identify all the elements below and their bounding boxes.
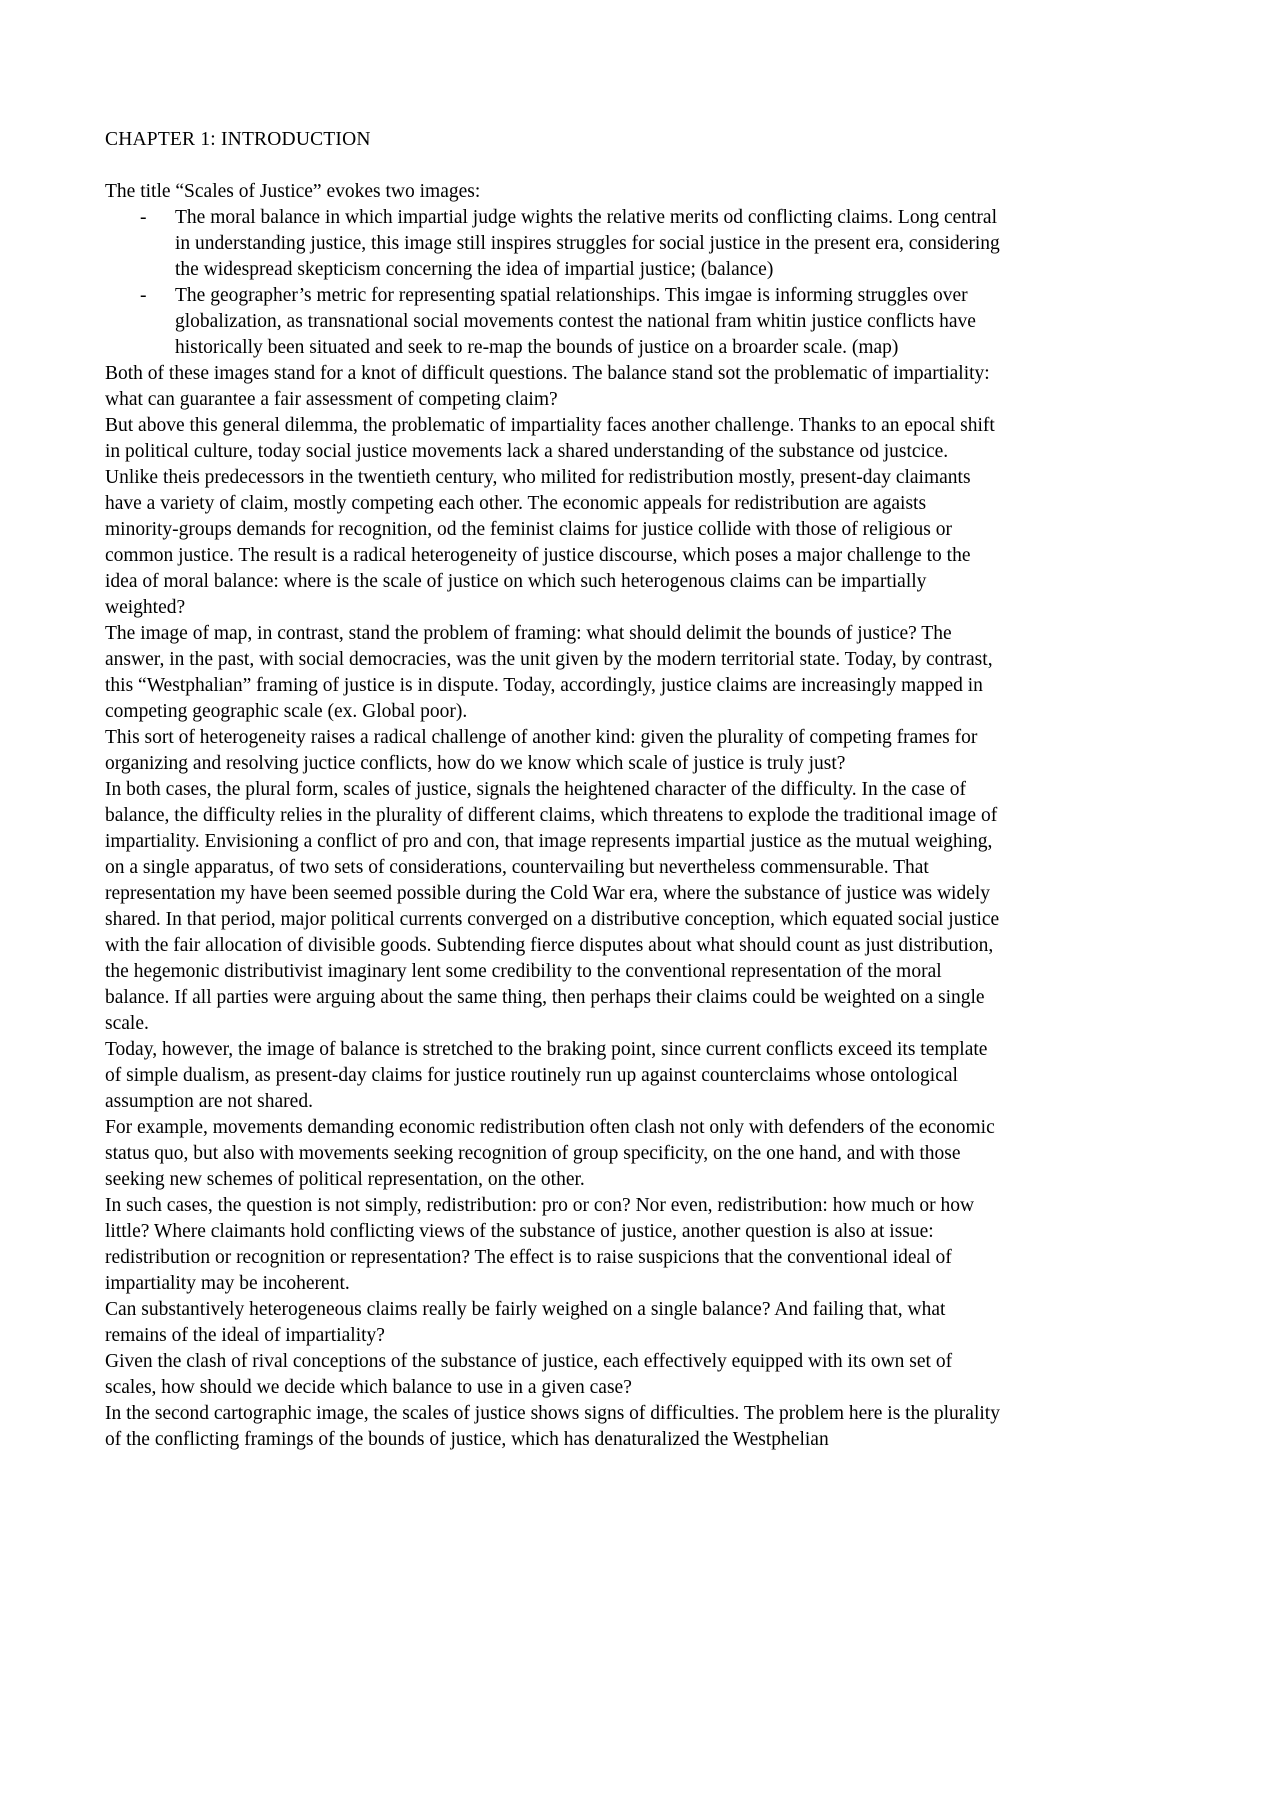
paragraph-general-dilemma: But above this general dilemma, the problematic of impartiality faces another challenge. Thanks to an epocal shift in political culture, today social justice movements lack a shared understanding of the substance od justcice. Unlike theis predecessors in the twentieth century, who milited for redistribution mostly, present-day claimants have a variety of claim, mostly competing each other. The economic appeals for redistribution are agaists minority-groups demands for recognition, od the feminist claims for justice collide with those of religious or common justice. The result is a radical heterogeneity of justice discourse, which poses a major challenge to the idea of moral balance: where is the scale of justice on which such heterogenous claims can be impartially weighted? [105, 415, 995, 618]
intro-line: The title “Scales of Justice” evokes two images: [105, 181, 481, 202]
paragraph-braking-point: Today, however, the image of balance is stretched to the braking point, since current conflicts exceed its template of simple dualism, as present-day claims for justice routinely run up against counterclaims whose ontological assumption are not shared. [105, 1039, 988, 1112]
bullet-dash-icon: - [140, 285, 147, 306]
paragraph-can-substantively: Can substantively heterogeneous claims really be fairly weighed on a single balance? And failing that, what remains of the ideal of impartiality? [105, 1299, 946, 1346]
paragraph-in-such-cases: In such cases, the question is not simply, redistribution: pro or con? Nor even, redistribution: how much or how little? Where claimants hold conflicting views of the substance of justice, another question is also at issue: redistribution or recognition or representation? The effect is to raise suspicions that the conventional ideal of impartiality may be incoherent. [105, 1195, 975, 1294]
chapter-title: CHAPTER 1: INTRODUCTION [105, 129, 371, 150]
paragraph-second-cartographic: In the second cartographic image, the scales of justice shows signs of difficulties. The problem here is the plurality of the conflicting framings of the bounds of justice, which has denaturalized the Westphelian [105, 1403, 1000, 1450]
paragraph-heterogeneity-challenge: This sort of heterogeneity raises a radical challenge of another kind: given the plurality of competing frames for organizing and resolving juctice conflicts, how do we know which scale of justice is truly just? [105, 727, 978, 774]
bullet-dash-icon: - [140, 207, 147, 228]
bullet-text: The moral balance in which impartial judge wights the relative merits od conflicting claims. Long central in understanding justice, this image still inspires struggles for social justice in the present era, considering the widespread skepticism concerning the idea of impartial justice; (balance) [175, 207, 1000, 280]
paragraph-for-example: For example, movements demanding economic redistribution often clash not only with defenders of the economic status quo, but also with movements seeking recognition of group specificity, on the one hand, and with those seeking new schemes of political representation, on the other. [105, 1117, 995, 1190]
paragraph-given-the-clash: Given the clash of rival conceptions of the substance of justice, each effectively equipped with its own set of scales, how should we decide which balance to use in a given case? [105, 1351, 953, 1398]
document-content [105, 127, 1004, 1453]
bullet-text: The geographer’s metric for representing spatial relationships. This imgae is informing struggles over globalization, as transnational social movements contest the national fram whitin justice conflicts have historically been situated and seek to re-map the bounds of justice on a broarder scale. (map) [175, 285, 976, 358]
bullet-list [105, 205, 1004, 361]
paragraph-both-images: Both of these images stand for a knot of difficult questions. The balance stand sot the problematic of impartiality: what can guarantee a fair assessment of competing claim? [105, 363, 990, 410]
bullet-item-balance [105, 205, 1004, 283]
paragraph-plural-form: In both cases, the plural form, scales of justice, signals the heightened character of the difficulty. In the case of balance, the difficulty relies in the plurality of different claims, which threatens to explode the traditional image of impartiality. Envisioning a conflict of pro and con, that image represents impartial justice as the mutual weighing, on a single apparatus, of two sets of considerations, countervailing but nevertheless commensurable. That representation my have been seemed possible during the Cold War era, where the substance of justice was widely shared. In that period, major political currents converged on a distributive conception, which equated social justice with the fair allocation of divisible goods. Subtending fierce disputes about what should count as just distribution, the hegemonic distributivist imaginary lent some credibility to the conventional representation of the moral balance. If all parties were arguing about the same thing, then perhaps their claims could be weighted on a single scale. [105, 779, 1000, 1034]
paragraph-image-of-map: The image of map, in contrast, stand the problem of framing: what should delimit the bounds of justice? The answer, in the past, with social democracies, was the unit given by the modern territorial state. Today, by contrast, this “Westphalian” framing of justice is in dispute. Today, accordingly, justice claims are increasingly mapped in competing geographic scale (ex. Global poor). [105, 623, 993, 722]
bullet-item-map [105, 283, 1004, 361]
